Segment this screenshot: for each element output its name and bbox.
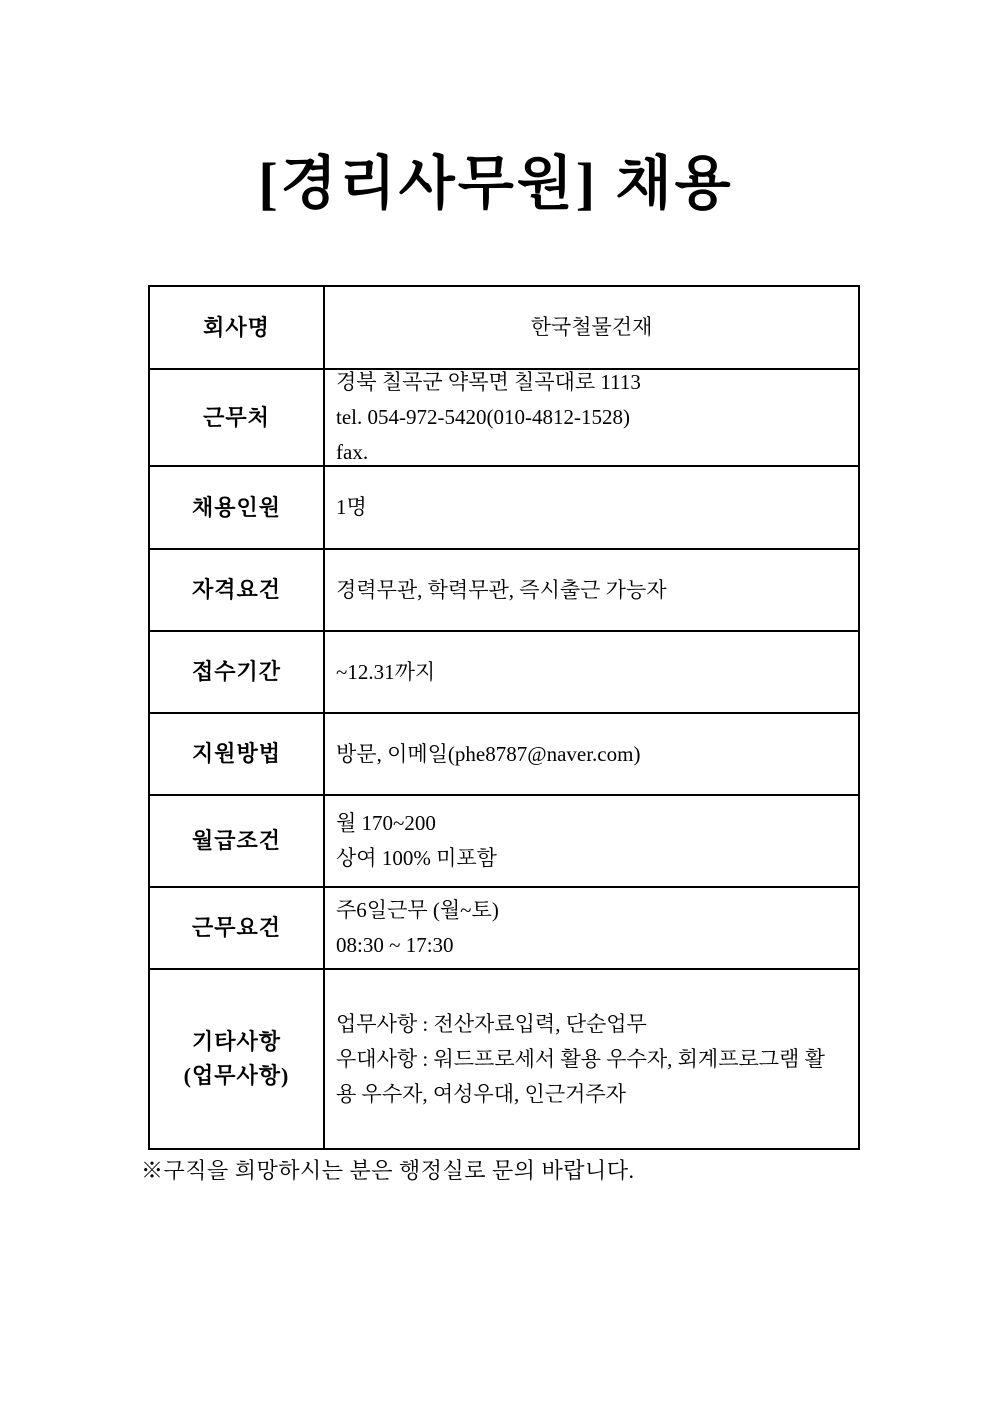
row-label-line: 지원방법 — [191, 741, 281, 766]
table-row — [150, 630, 858, 712]
row-content — [325, 796, 858, 886]
row-label — [150, 467, 325, 548]
row-content-line: 상여 100% 미포함 — [336, 846, 497, 870]
row-content-line: 주6일근무 (월~토) — [336, 898, 499, 922]
row-label-line: 접수기간 — [191, 659, 281, 684]
table-row — [150, 287, 858, 368]
row-label-line: 근무처 — [203, 404, 270, 430]
row-label-line: 기타사항 — [191, 1029, 281, 1054]
row-label — [150, 370, 325, 465]
row-label — [150, 550, 325, 630]
row-label-line: 월급조건 — [191, 828, 281, 853]
row-content — [325, 467, 858, 548]
row-content-line: 경력무관, 학력무관, 즉시출근 가능자 — [336, 577, 667, 602]
table-row — [150, 548, 858, 630]
row-content-line: 한국철물건재 — [530, 315, 653, 339]
row-content-line: 08:30 ~ 17:30 — [336, 933, 454, 957]
row-content-line: 1명 — [336, 495, 367, 519]
row-content — [325, 287, 858, 368]
row-content-line: tel. 054-972-5420(010-4812-1528) — [336, 405, 630, 429]
row-label-line: 회사명 — [203, 314, 270, 340]
row-label-line: (업무사항) — [183, 1063, 290, 1088]
row-label-line: 근무요건 — [191, 915, 281, 940]
row-label — [150, 714, 325, 794]
row-content — [325, 632, 858, 712]
footnote: ※구직을 희망하시는 분은 행정실로 문의 바랍니다. — [141, 1158, 635, 1183]
row-label-line: 채용인원 — [191, 494, 281, 520]
row-content — [325, 888, 858, 968]
row-label-line: 자격요건 — [191, 577, 281, 602]
table-row — [150, 465, 858, 548]
row-content-line: 방문, 이메일(phe8787@naver.com) — [336, 741, 641, 766]
row-content-line: 우대사항 : 워드프로세서 활용 우수자, 회계프로그램 활용 우수자, 여성우대, 인근거주자 — [336, 1046, 825, 1106]
row-content-line: fax. — [336, 440, 369, 464]
row-content-line: 업무사항 : 전산자료입력, 단순업무 — [336, 1011, 647, 1036]
row-label — [150, 287, 325, 368]
row-content — [325, 550, 858, 630]
table-row — [150, 968, 858, 1148]
row-content — [325, 970, 858, 1148]
row-label — [150, 796, 325, 886]
table-row — [150, 886, 858, 968]
row-label — [150, 970, 325, 1148]
row-content-line: 경북 칠곡군 약목면 칠곡대로 1113 — [336, 370, 641, 394]
row-content — [325, 370, 858, 465]
table-row — [150, 712, 858, 794]
row-content-line: 월 170~200 — [336, 811, 436, 835]
table-row — [150, 368, 858, 465]
row-content — [325, 714, 858, 794]
page-title: [경리사무원] 채용 — [258, 151, 734, 216]
job-table — [148, 285, 860, 1150]
row-content-line: ~12.31까지 — [336, 659, 436, 684]
row-label — [150, 632, 325, 712]
row-label — [150, 888, 325, 968]
table-row — [150, 794, 858, 886]
